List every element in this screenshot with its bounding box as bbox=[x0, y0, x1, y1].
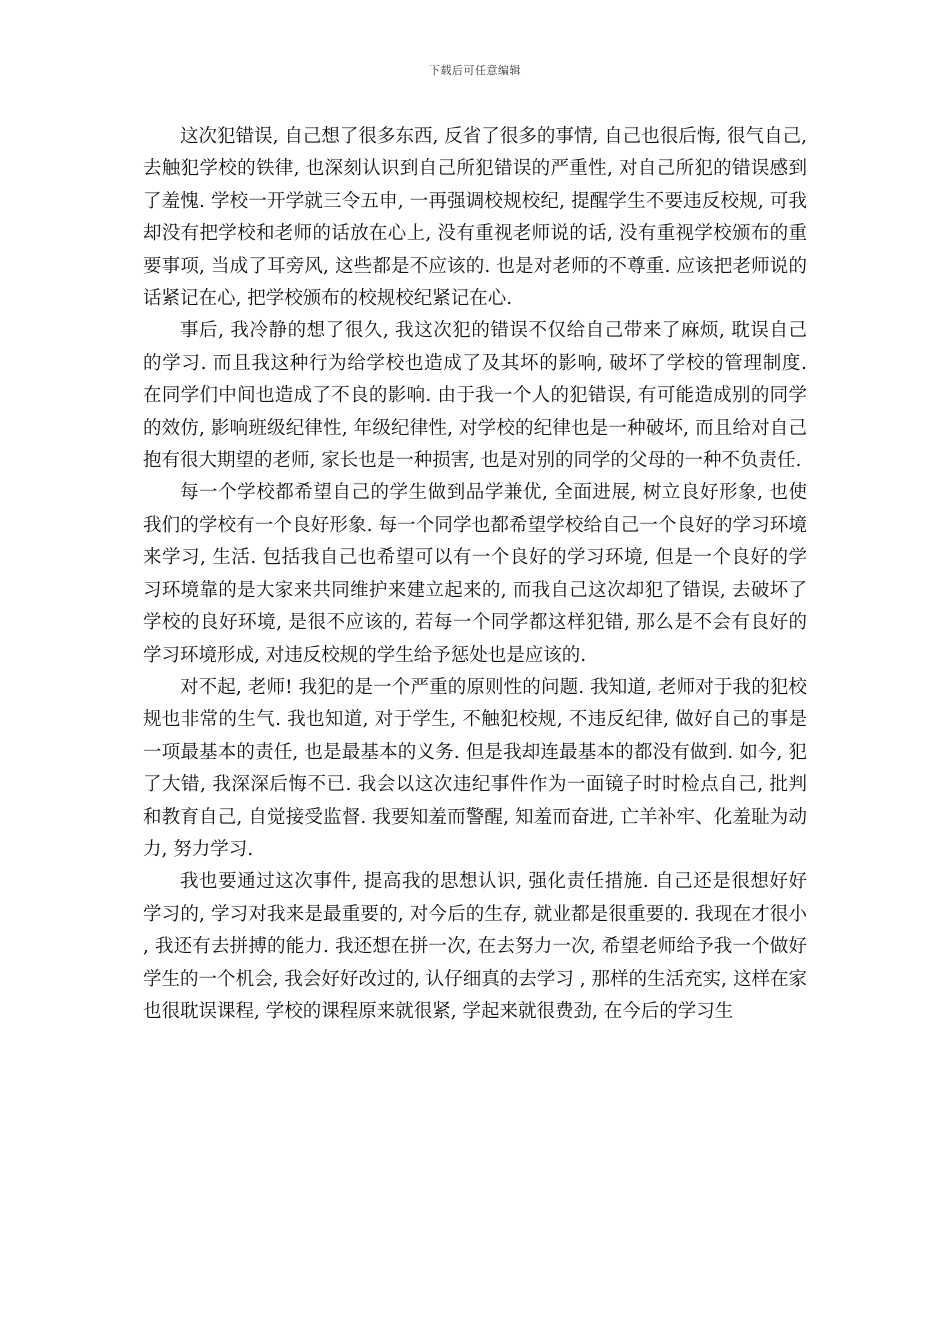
paragraph-2: 事后, 我冷静的想了很久, 我这次犯的错误不仅给自己带来了麻烦, 耽误自己的学习. 而且我这种行为给学校也造成了及其坏的影响, 破坏了学校的管理制度. 在同学们中间也造成了不良的影响. 由于我一个人的犯错误, 有可能造成别的同学的效仿, 影响班级纪律性, 年级纪律性, 对学校的纪律也是一种破坏, 而且给对自己抱有很大期望的老师, 家长也是一种损害, 也是对别的同学的父母的一种不负责任. bbox=[143, 320, 807, 472]
paragraph-3: 每一个学校都希望自己的学生做到品学兼优, 全面进展, 树立良好形象, 也使我们的学校有一个良好形象. 每一个同学也都希望学校给自己一个良好的学习环境来学习, 生活. 包括我自己也希望可以有一个良好的学习环境, 但是一个良好的学习环境靠的是大家来共同维护来建立起来的, 而我自己这次却犯了错误, 去破坏了学校的良好环境, 是很不应该的, 若每一个同学都这样犯错, 那么是不会有良好的学习环境形成, 对违反校规的学生给予惩处也是应该的. bbox=[143, 482, 807, 666]
paragraph-5: 我也要通过这次事件, 提高我的思想认识, 强化责任措施. 自己还是很想好好学习的, 学习对我来是最重要的, 对今后的生存, 就业都是很重要的. 我现在才很小 , 我还有去拼搏的能力. 我还想在拼一次, 在去努力一次, 希望老师给予我一个做好学生的一个机会, 我会好好改过的, 认仔细真的去学习 , 那样的生活充实, 这样在家也很耽误课程, 学校的课程原来就很紧, 学起来就很费劲, 在今后的学习生 bbox=[143, 871, 807, 1022]
document-body bbox=[143, 121, 807, 1028]
page-header: 下载后可任意编辑 bbox=[429, 64, 521, 77]
paragraph-1: 这次犯错误, 自己想了很多东西, 反省了很多的事情, 自己也很后悔, 很气自己, 去触犯学校的铁律, 也深刻认识到自己所犯错误的严重性, 对自己所犯的错误感到了羞愧. 学校一开学就三令五申, 一再强调校规校纪, 提醒学生不要违反校规, 可我却没有把学校和老师的话放在心上, 没有重视老师说的话, 没有重视学校颁布的重要事项, 当成了耳旁风, 这些都是不应该的. 也是对老师的不尊重. 应该把老师说的话紧记在心, 把学校颁布的校规校纪紧记在心. bbox=[143, 126, 807, 310]
paragraph-4: 对不起, 老师! 我犯的是一个严重的原则性的问题. 我知道, 老师对于我的犯校规也非常的生气. 我也知道, 对于学生, 不触犯校规, 不违反纪律, 做好自己的事是一项最基本的责任, 也是最基本的义务. 但是我却连最基本的都没有做到. 如今, 犯了大错, 我深深后悔不已. 我会以这次违纪事件作为一面镜子时时检点自己, 批判和教育自己, 自觉接受监督. 我要知羞而警醒, 知羞而奋进, 亡羊补牢、化羞耻为动力, 努力学习. bbox=[143, 676, 807, 860]
